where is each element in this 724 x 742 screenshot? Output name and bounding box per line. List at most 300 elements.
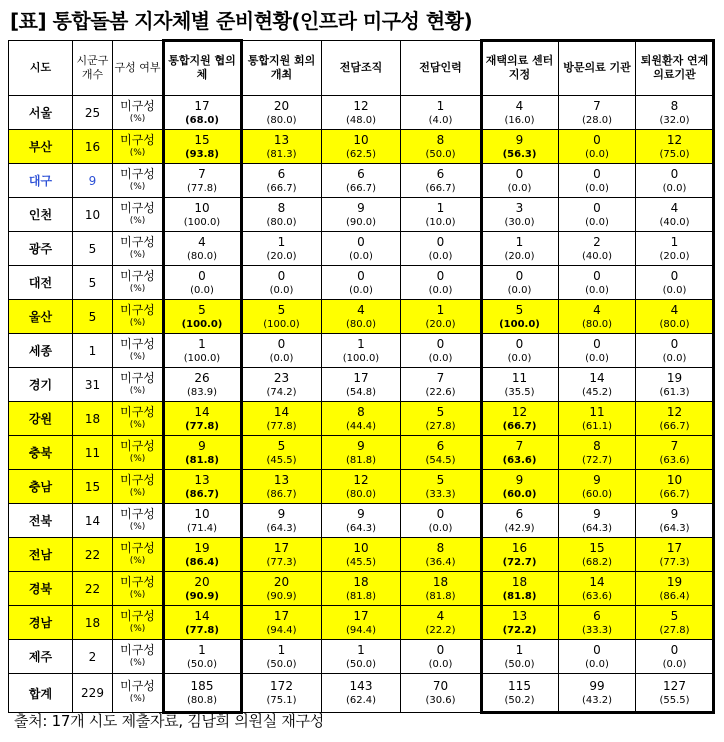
cell-visit	[559, 606, 636, 640]
cell-count-value: 20	[273, 574, 290, 589]
cell-home-care	[481, 266, 559, 300]
cell-percent-value: (66.7)	[345, 182, 377, 194]
cell-visit	[559, 300, 636, 334]
cell-meeting	[242, 572, 322, 606]
cell-count-value: 0	[436, 642, 445, 657]
cell-sido: 강원	[9, 402, 73, 436]
cell-count-value: 4	[670, 302, 679, 317]
cell-percent-value: (0.0)	[507, 352, 532, 364]
cell-home-care	[481, 640, 559, 674]
cell-staff	[401, 538, 481, 572]
cell-sido: 경남	[9, 606, 73, 640]
cell-home-care	[481, 164, 559, 198]
cell-count: 31	[73, 368, 113, 402]
cell-council	[163, 572, 242, 606]
cell-count-value: 5	[277, 302, 286, 317]
cell-discharge	[636, 232, 714, 266]
table-row	[9, 368, 714, 402]
cell-count-value: 0	[593, 166, 601, 181]
cell-count-value: 9	[357, 506, 365, 521]
status-label: 미구성	[120, 404, 155, 419]
status-unit: (%)	[129, 385, 146, 396]
table-row	[9, 334, 714, 368]
cell-visit	[559, 640, 636, 674]
cell-council	[163, 334, 242, 368]
cell-percent-value: (0.0)	[428, 284, 453, 296]
cell-count-value: 12	[666, 132, 683, 147]
cell-count-value: 1	[436, 200, 445, 215]
cell-sido: 합계	[9, 674, 73, 713]
cell-percent-value: (0.0)	[349, 284, 373, 296]
cell-count-value: 19	[194, 540, 210, 555]
cell-percent-value: (63.6)	[659, 454, 690, 466]
cell-percent-value: (50.0)	[186, 658, 218, 670]
cell-council	[163, 300, 242, 334]
cell-count-value: 1	[357, 336, 365, 351]
cell-sido: 충남	[9, 470, 73, 504]
cell-count-value: 0	[670, 268, 679, 283]
cell-count-value: 6	[515, 506, 524, 521]
cell-home-care	[481, 674, 559, 713]
cell-count-value: 14	[589, 370, 605, 385]
cell-percent-value: (80.0)	[659, 318, 690, 330]
cell-percent-value: (30.6)	[425, 695, 456, 706]
cell-percent-value: (90.9)	[185, 590, 219, 602]
cell-discharge	[636, 130, 714, 164]
cell-dept	[322, 674, 401, 713]
cell-count-value: 4	[670, 200, 679, 215]
header-row	[9, 41, 714, 96]
cell-staff	[401, 198, 481, 232]
cell-count-value: 7	[515, 438, 524, 453]
cell-percent-value: (74.2)	[266, 386, 297, 398]
table-row	[9, 504, 714, 538]
cell-meeting	[242, 198, 322, 232]
status-label: 미구성	[120, 642, 155, 657]
cell-discharge	[636, 470, 714, 504]
cell-status	[113, 198, 163, 232]
cell-percent-value: (50.0)	[266, 658, 297, 670]
cell-percent-value: (44.4)	[345, 420, 377, 432]
cell-dept	[322, 470, 401, 504]
cell-status	[113, 368, 163, 402]
status-label: 미구성	[120, 679, 155, 693]
header-sido: 시도	[9, 41, 73, 96]
cell-dept	[322, 334, 401, 368]
cell-meeting	[242, 164, 322, 198]
cell-home-care	[481, 300, 559, 334]
cell-count-value: 6	[357, 166, 365, 181]
cell-percent-value: (27.8)	[659, 624, 690, 636]
cell-sido: 전남	[9, 538, 73, 572]
table-row	[9, 606, 714, 640]
cell-percent-value: (16.0)	[504, 114, 535, 126]
cell-percent-value: (66.7)	[502, 420, 537, 432]
cell-council	[163, 368, 242, 402]
cell-percent-value: (0.0)	[662, 284, 687, 296]
cell-count-value: 0	[357, 234, 365, 249]
cell-dept	[322, 232, 401, 266]
cell-count-value: 8	[277, 200, 286, 215]
cell-percent-value: (10.0)	[425, 216, 456, 228]
status-unit: (%)	[129, 694, 146, 704]
cell-status	[113, 300, 163, 334]
cell-sido: 세종	[9, 334, 73, 368]
cell-discharge	[636, 300, 714, 334]
cell-count: 22	[73, 572, 113, 606]
cell-percent-value: (80.8)	[186, 695, 218, 706]
cell-count-value: 23	[273, 370, 290, 385]
cell-visit	[559, 198, 636, 232]
cell-home-care	[481, 402, 559, 436]
cell-percent-value: (64.3)	[266, 522, 297, 534]
cell-percent-value: (55.5)	[659, 695, 690, 706]
cell-count-value: 9	[277, 506, 286, 521]
header-count: 시군구 개수	[73, 41, 113, 96]
cell-count-value: 5	[277, 438, 286, 453]
cell-count-value: 143	[349, 679, 373, 693]
cell-staff	[401, 640, 481, 674]
header-meeting: 통합지원 회의 개최	[242, 41, 322, 96]
cell-visit	[559, 266, 636, 300]
cell-home-care	[481, 232, 559, 266]
cell-percent-value: (62.5)	[345, 148, 377, 160]
cell-meeting	[242, 606, 322, 640]
cell-count-value: 11	[589, 404, 605, 419]
cell-percent-value: (56.3)	[502, 148, 537, 160]
cell-percent-value: (35.5)	[504, 386, 535, 398]
cell-count: 16	[73, 130, 113, 164]
cell-percent-value: (77.8)	[185, 420, 219, 432]
cell-count-value: 13	[273, 472, 290, 487]
status-unit: (%)	[129, 317, 146, 328]
cell-visit	[559, 130, 636, 164]
status-unit: (%)	[129, 555, 146, 566]
cell-dept	[322, 164, 401, 198]
cell-count: 22	[73, 538, 113, 572]
cell-percent-value: (72.7)	[581, 454, 613, 466]
cell-count: 25	[73, 96, 113, 130]
cell-count-value: 9	[198, 438, 206, 453]
cell-count-value: 99	[589, 679, 605, 693]
cell-status	[113, 266, 163, 300]
cell-dept	[322, 606, 401, 640]
cell-percent-value: (66.7)	[659, 488, 690, 500]
cell-percent-value: (81.8)	[185, 454, 219, 466]
cell-count-value: 185	[190, 679, 214, 693]
cell-visit	[559, 572, 636, 606]
cell-count-value: 17	[666, 540, 683, 555]
cell-percent-value: (81.8)	[502, 590, 537, 602]
cell-count-value: 70	[432, 679, 449, 693]
source-note: 출처: 17개 시도 제출자료, 김남희 의원실 재구성	[14, 712, 324, 730]
status-label: 미구성	[120, 98, 155, 113]
cell-discharge	[636, 436, 714, 470]
cell-count-value: 0	[436, 268, 445, 283]
cell-percent-value: (100.0)	[342, 352, 380, 364]
cell-count-value: 20	[273, 98, 290, 113]
cell-count-value: 6	[436, 438, 445, 453]
cell-staff	[401, 572, 481, 606]
cell-count: 5	[73, 266, 113, 300]
cell-count-value: 5	[670, 608, 679, 623]
cell-percent-value: (80.0)	[186, 250, 218, 262]
status-label: 미구성	[120, 302, 155, 317]
status-label: 미구성	[120, 472, 155, 487]
cell-visit	[559, 470, 636, 504]
cell-count-value: 4	[357, 302, 365, 317]
cell-dept	[322, 198, 401, 232]
cell-discharge	[636, 640, 714, 674]
cell-discharge	[636, 674, 714, 713]
cell-count-value: 0	[515, 268, 524, 283]
table-row	[9, 300, 714, 334]
table-row	[9, 572, 714, 606]
cell-visit	[559, 436, 636, 470]
cell-percent-value: (20.0)	[266, 250, 297, 262]
cell-count-value: 1	[436, 98, 445, 113]
status-unit: (%)	[129, 487, 146, 498]
cell-percent-value: (72.7)	[502, 556, 537, 568]
cell-discharge	[636, 96, 714, 130]
cell-percent-value: (0.0)	[507, 182, 532, 194]
cell-percent-value: (66.7)	[659, 420, 690, 432]
cell-staff	[401, 266, 481, 300]
cell-count-value: 2	[593, 234, 601, 249]
cell-meeting	[242, 300, 322, 334]
cell-count-value: 17	[194, 98, 210, 113]
status-unit: (%)	[129, 181, 146, 192]
status-unit: (%)	[129, 623, 146, 634]
table-row	[9, 130, 714, 164]
cell-count-value: 172	[270, 679, 293, 693]
cell-percent-value: (66.7)	[425, 182, 456, 194]
cell-percent-value: (0.0)	[662, 352, 687, 364]
cell-home-care	[481, 606, 559, 640]
cell-percent-value: (61.3)	[659, 386, 690, 398]
cell-count-value: 115	[508, 679, 531, 693]
cell-percent-value: (22.2)	[425, 624, 456, 636]
cell-count-value: 9	[593, 506, 601, 521]
cell-council	[163, 640, 242, 674]
cell-count-value: 6	[593, 608, 601, 623]
cell-status	[113, 334, 163, 368]
cell-staff	[401, 674, 481, 713]
cell-percent-value: (100.0)	[263, 318, 300, 330]
cell-discharge	[636, 266, 714, 300]
cell-council	[163, 538, 242, 572]
cell-count-value: 0	[198, 268, 206, 283]
cell-percent-value: (20.0)	[425, 318, 456, 330]
cell-meeting	[242, 470, 322, 504]
status-unit: (%)	[129, 453, 146, 464]
status-label: 미구성	[120, 370, 155, 385]
cell-percent-value: (0.0)	[585, 182, 609, 194]
cell-count-value: 4	[515, 98, 524, 113]
cell-percent-value: (0.0)	[428, 250, 453, 262]
cell-status	[113, 640, 163, 674]
cell-percent-value: (83.9)	[186, 386, 218, 398]
cell-percent-value: (68.0)	[185, 114, 219, 126]
status-unit: (%)	[129, 351, 146, 362]
header-home-care: 재택의료 센터 지정	[481, 41, 559, 96]
cell-count: 229	[73, 674, 113, 713]
cell-count-value: 14	[589, 574, 605, 589]
cell-count-value: 14	[194, 404, 210, 419]
cell-percent-value: (20.0)	[504, 250, 535, 262]
cell-visit	[559, 538, 636, 572]
cell-count-value: 1	[670, 234, 679, 249]
cell-discharge	[636, 198, 714, 232]
cell-percent-value: (86.7)	[185, 488, 219, 500]
cell-sido: 광주	[9, 232, 73, 266]
table-row	[9, 96, 714, 130]
cell-count-value: 19	[666, 574, 683, 589]
cell-percent-value: (80.0)	[266, 114, 297, 126]
cell-percent-value: (77.8)	[185, 624, 219, 636]
cell-percent-value: (100.0)	[499, 318, 540, 330]
cell-council	[163, 96, 242, 130]
cell-visit	[559, 402, 636, 436]
cell-count-value: 14	[194, 608, 210, 623]
cell-dept	[322, 368, 401, 402]
cell-council	[163, 198, 242, 232]
cell-count-value: 5	[436, 472, 445, 487]
cell-percent-value: (0.0)	[190, 284, 214, 296]
cell-meeting	[242, 674, 322, 713]
cell-count-value: 0	[593, 200, 601, 215]
cell-count-value: 26	[194, 370, 210, 385]
cell-count-value: 9	[357, 438, 365, 453]
cell-percent-value: (50.2)	[504, 695, 535, 706]
cell-home-care	[481, 504, 559, 538]
cell-sido: 제주	[9, 640, 73, 674]
table-row	[9, 164, 714, 198]
cell-count-value: 0	[593, 336, 601, 351]
cell-council	[163, 606, 242, 640]
cell-count-value: 7	[198, 166, 206, 181]
cell-percent-value: (22.6)	[425, 386, 456, 398]
cell-count: 5	[73, 300, 113, 334]
cell-count-value: 1	[436, 302, 445, 317]
cell-discharge	[636, 606, 714, 640]
cell-percent-value: (42.9)	[504, 522, 535, 534]
cell-percent-value: (33.3)	[581, 624, 613, 636]
cell-status	[113, 232, 163, 266]
cell-meeting	[242, 402, 322, 436]
cell-percent-value: (20.0)	[659, 250, 690, 262]
cell-dept	[322, 572, 401, 606]
cell-dept	[322, 96, 401, 130]
cell-count-value: 12	[353, 98, 369, 113]
cell-percent-value: (60.0)	[502, 488, 537, 500]
cell-percent-value: (80.0)	[581, 318, 613, 330]
table-row	[9, 674, 714, 713]
cell-percent-value: (68.2)	[581, 556, 613, 568]
cell-percent-value: (71.4)	[186, 522, 218, 534]
cell-council	[163, 266, 242, 300]
status-unit: (%)	[129, 419, 146, 430]
cell-percent-value: (94.4)	[345, 624, 377, 636]
cell-count: 1	[73, 334, 113, 368]
cell-percent-value: (0.0)	[585, 148, 609, 160]
table-row	[9, 436, 714, 470]
status-unit: (%)	[129, 147, 146, 158]
cell-count-value: 15	[194, 132, 210, 147]
cell-count-value: 16	[511, 540, 528, 555]
cell-count: 11	[73, 436, 113, 470]
header-council: 통합지원 협의체	[163, 41, 242, 96]
cell-percent-value: (43.2)	[581, 695, 613, 706]
cell-meeting	[242, 436, 322, 470]
cell-count-value: 10	[353, 540, 369, 555]
cell-count-value: 9	[357, 200, 365, 215]
status-unit: (%)	[129, 283, 146, 294]
cell-percent-value: (72.2)	[502, 624, 537, 636]
cell-percent-value: (50.0)	[345, 658, 377, 670]
cell-council	[163, 130, 242, 164]
cell-dept	[322, 640, 401, 674]
cell-dept	[322, 130, 401, 164]
cell-staff	[401, 334, 481, 368]
cell-percent-value: (50.0)	[504, 658, 535, 670]
cell-percent-value: (77.8)	[266, 420, 297, 432]
cell-visit	[559, 674, 636, 713]
cell-percent-value: (66.7)	[266, 182, 297, 194]
cell-percent-value: (0.0)	[428, 352, 453, 364]
cell-count-value: 1	[515, 642, 524, 657]
table-row	[9, 538, 714, 572]
cell-council	[163, 674, 242, 713]
cell-count-value: 17	[273, 608, 290, 623]
cell-count-value: 7	[670, 438, 679, 453]
cell-count-value: 7	[593, 98, 601, 113]
status-label: 미구성	[120, 540, 155, 555]
status-label: 미구성	[120, 438, 155, 453]
cell-visit	[559, 164, 636, 198]
cell-percent-value: (81.8)	[345, 454, 377, 466]
cell-percent-value: (54.8)	[345, 386, 377, 398]
cell-visit	[559, 368, 636, 402]
cell-status	[113, 674, 163, 713]
cell-count-value: 9	[670, 506, 679, 521]
cell-sido: 충북	[9, 436, 73, 470]
cell-staff	[401, 232, 481, 266]
cell-count-value: 1	[515, 234, 524, 249]
cell-percent-value: (80.0)	[345, 488, 377, 500]
cell-count-value: 0	[593, 132, 601, 147]
cell-staff	[401, 402, 481, 436]
cell-percent-value: (45.5)	[266, 454, 297, 466]
cell-percent-value: (45.2)	[581, 386, 613, 398]
cell-percent-value: (80.0)	[266, 216, 297, 228]
cell-meeting	[242, 232, 322, 266]
cell-percent-value: (0.0)	[269, 352, 294, 364]
cell-staff	[401, 96, 481, 130]
cell-visit	[559, 334, 636, 368]
cell-percent-value: (93.8)	[185, 148, 219, 160]
cell-visit	[559, 96, 636, 130]
cell-status	[113, 130, 163, 164]
cell-count-value: 0	[593, 268, 601, 283]
cell-sido: 전북	[9, 504, 73, 538]
cell-council	[163, 504, 242, 538]
cell-count-value: 10	[666, 472, 683, 487]
cell-count-value: 4	[198, 234, 206, 249]
cell-count-value: 7	[436, 370, 445, 385]
cell-dept	[322, 504, 401, 538]
cell-status	[113, 538, 163, 572]
